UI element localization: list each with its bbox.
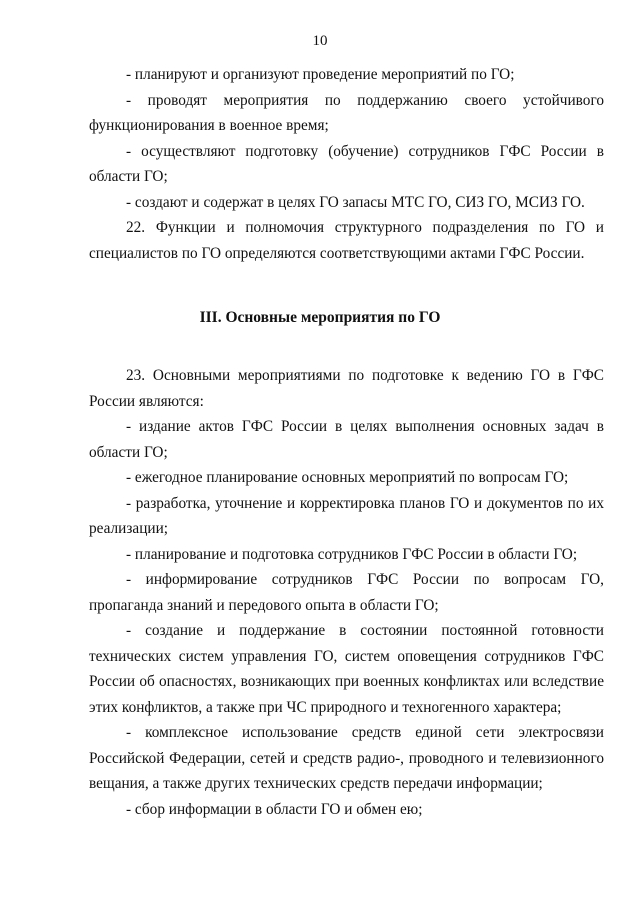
page-number: 10 xyxy=(312,33,328,49)
section-heading: III. Основные мероприятия по ГО xyxy=(199,309,441,326)
text-block-top xyxy=(89,62,604,266)
text-block-bottom xyxy=(89,363,604,822)
paragraph-telecom: - комплексное использование средств единой сети электросвязи Российской Федерации, сетей и средств радио-, проводного и телевизионного вещания, а также других технических средств передачи информации; xyxy=(89,724,604,792)
paragraph-stability: - проводят мероприятия по поддержанию своего устойчивого функционирования в военное время; xyxy=(89,91,604,134)
paragraph-22: 22. Функции и полномочия структурного подразделения по ГО и специалистов по ГО определяются соответствующими актами ГФС России. xyxy=(89,219,604,262)
paragraph-acts: - издание актов ГФС России в целях выполнения основных задач в области ГО; xyxy=(89,418,604,461)
paragraph-annual-planning: - ежегодное планирование основных мероприятий по вопросам ГО; xyxy=(126,469,569,486)
paragraph-informing: - информирование сотрудников ГФС России по вопросам ГО, пропаганда знаний и передового опыта в области ГО; xyxy=(89,571,604,614)
paragraph-training: - осуществляют подготовку (обучение) сотрудников ГФС России в области ГО; xyxy=(89,142,604,185)
paragraph-info-exchange: - сбор информации в области ГО и обмен ею; xyxy=(126,800,423,818)
paragraph-23: 23. Основными мероприятиями по подготовке к ведению ГО в ГФС России являются: xyxy=(89,367,604,410)
paragraph-planning: - планируют и организуют проведение мероприятий по ГО; xyxy=(126,66,515,83)
paragraph-systems: - создание и поддержание в состоянии постоянной готовности технических систем управления ГО, систем оповещения сотрудников ГФС России об опасностях, возникающих при военных конфликтах или вследствие этих конфликтов, а также при ЧС природного и техногенного характера; xyxy=(89,622,604,716)
paragraph-plans: - разработка, уточнение и корректировка планов ГО и документов по их реализации; xyxy=(89,494,604,537)
paragraph-staff-training: - планирование и подготовка сотрудников ГФС России в области ГО; xyxy=(126,545,578,563)
paragraph-reserves: - создают и содержат в целях ГО запасы МТС ГО, СИЗ ГО, МСИЗ ГО. xyxy=(126,193,585,211)
